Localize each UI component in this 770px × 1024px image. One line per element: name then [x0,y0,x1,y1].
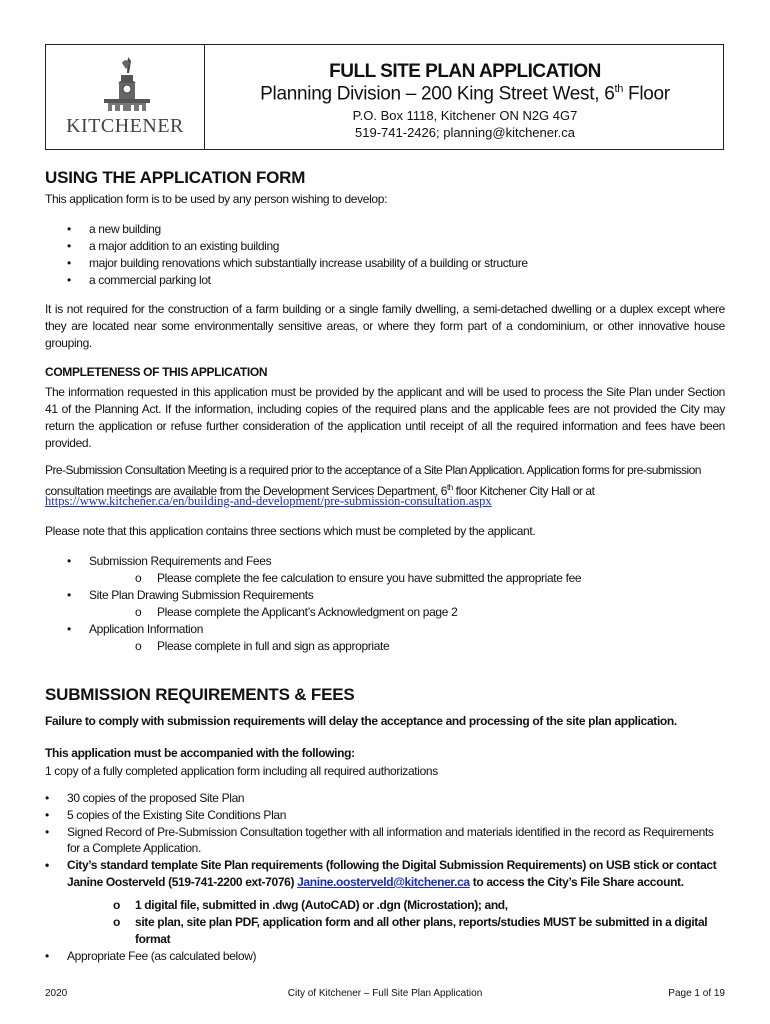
completeness-heading: COMPLETENESS OF THIS APPLICATION [45,365,268,379]
logo [46,45,205,149]
intro-text: This application form is to be used by any person wishing to develop: [45,192,388,206]
exemption-note: It is not required for the construction of a farm building or a single family dwelling, a semi-detached dwelling or a duplex except where they are located near some environmentally sensitive areas, or where they form part of a condominium, or other innovative house grouping. [45,302,725,350]
city-hall-clock-tower-icon [98,55,154,115]
section-heading-submission: SUBMISSION REQUIREMENTS & FEES [45,685,355,704]
section-heading-using-form: USING THE APPLICATION FORM [45,168,306,187]
page-number: Page 1 of 19 [668,988,725,999]
footer-year: 2020 [45,988,68,999]
warning-text: Failure to comply with submission requirements will delay the acceptance and processing of the site plan application. [45,714,677,728]
footer-title: City of Kitchener – Full Site Plan Application [287,988,483,999]
contact-info: 519-741-2426; planning@kitchener.ca [355,125,575,140]
copy-line: 1 copy of a fully completed application form including all required authorizations [45,764,438,778]
accompanied-heading: This application must be accompanied with the following: [45,746,355,760]
header-box [45,44,724,150]
logo-wordmark: KITCHENER [66,115,184,137]
email-link[interactable]: Janine.oosterveld@kitchener.ca [297,875,470,889]
page-subtitle: Planning Division – 200 King Street West, 6th Floor [260,83,670,105]
mailing-address: P.O. Box 1118, Kitchener ON N2G 4G7 [352,108,578,123]
presubmission-text-line2: consultation meetings are available from the Development Services Department, 6th floor Kitchener City Hall or at [45,483,595,498]
page-title: FULL SITE PLAN APPLICATION [329,61,601,82]
presubmission-link[interactable]: https://www.kitchener.ca/en/building-and-development/pre-submission-consultation.aspx [45,494,492,508]
completeness-text: The information requested in this application must be provided by the applicant and will be used to process the Site Plan under Section 41 of the Planning Act. If the information, including copies of the required plans and the applicable fees are not provided the City may return the application or refuse further consideration of the application until receipt of all the required information and fees have been provided. [45,385,725,450]
sections-note: Please note that this application contains three sections which must be completed by the applicant. [45,524,536,538]
presubmission-text-line1: Pre-Submission Consultation Meeting is a required prior to the acceptance of a Site Plan Application. Application forms for pre-submission [45,463,701,477]
